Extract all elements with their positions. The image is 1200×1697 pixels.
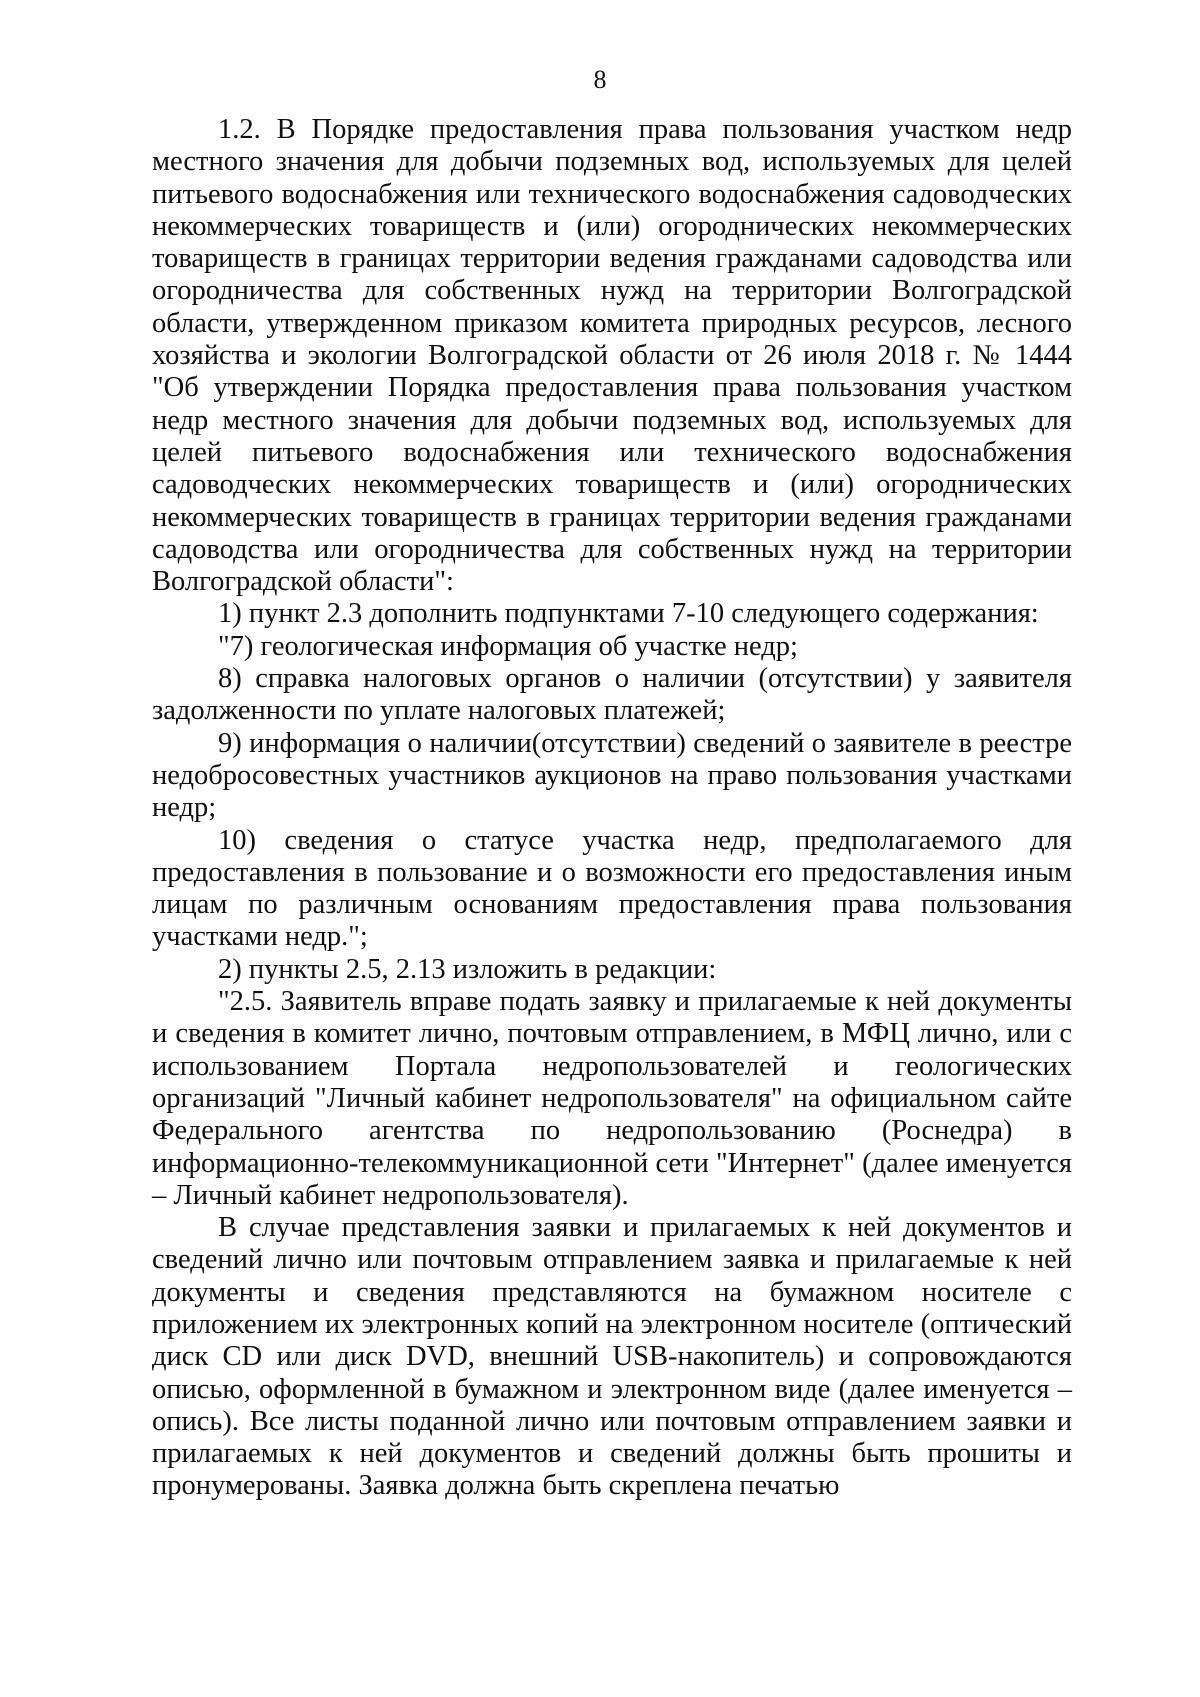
- paragraph-item-1: 1) пункт 2.3 дополнить подпунктами 7-10 следующего содержания:: [218, 598, 1039, 630]
- paragraph-subitem-10: 10) сведения о статусе участка недр, предполагаемого для предоставления в пользование и о возможности его предоставления иным лицам по различным основаниям предоставления права пользования участками недр.";: [152, 824, 1072, 953]
- paragraph-clause-2-5: "2.5. Заявитель вправе подать заявку и прилагаемые к ней документы и сведения в комитет лично, почтовым отправлением, в МФЦ лично, или с использованием Портала недропользователей и геологических организаций "Личный кабинет недропользователя" на официальном сайте Федерального агентства по недропользованию (Роснедра) в информационно-телекоммуникационной сети "Интернет" (далее именуется – Личный кабинет недропользователя).: [152, 986, 1072, 1211]
- page-number: 8: [593, 65, 607, 94]
- paragraph-subitem-7: "7) геологическая информация об участке недр;: [218, 630, 798, 662]
- paragraph-submission-details: В случае представления заявки и прилагаемых к ней документов и сведений лично или почтовым отправлением заявка и прилагаемые к ней документы и сведения представляются на бумажном носителе с приложением их электронных копий на электронном носителе (оптический диск CD или диск DVD, внешний USB-накопитель) и сопровождаются описью, оформленной в бумажном и электронном виде (далее именуется – опись). Все листы поданной лично или почтовым отправлением заявки и прилагаемых к ней документов и сведений должны быть прошиты и пронумерованы. Заявка должна быть скреплена печатью: [152, 1212, 1072, 1502]
- paragraph-1-2-intro: 1.2. В Порядке предоставления права пользования участком недр местного значения для добычи подземных вод, используемых для целей питьевого водоснабжения или технического водоснабжения садоводческих некоммерческих товариществ и (или) огороднических некоммерческих товариществ в границах территории ведения гражданами садоводства или огородничества для собственных нужд на территории Волгоградской области, утвержденном приказом комитета природных ресурсов, лесного хозяйства и экологии Волгоградской области от 26 июля 2018 г. № 1444 "Об утверждении Порядка предоставления права пользования участком недр местного значения для добычи подземных вод, используемых для целей питьевого водоснабжения или технического водоснабжения садоводческих некоммерческих товариществ и (или) огороднических некоммерческих товариществ в границах территории ведения гражданами садоводства или огородничества для собственных нужд на территории Волгоградской области":: [152, 114, 1072, 598]
- paragraph-item-2: 2) пункты 2.5, 2.13 изложить в редакции:: [218, 953, 717, 985]
- paragraph-subitem-9: 9) информация о наличии(отсутствии) сведений о заявителе в реестре недобросовестных участников аукционов на право пользования участками недр;: [152, 727, 1072, 824]
- document-body: [152, 114, 1072, 1503]
- paragraph-subitem-8: 8) справка налоговых органов о наличии (отсутствии) у заявителя задолженности по уплате налоговых платежей;: [152, 663, 1072, 727]
